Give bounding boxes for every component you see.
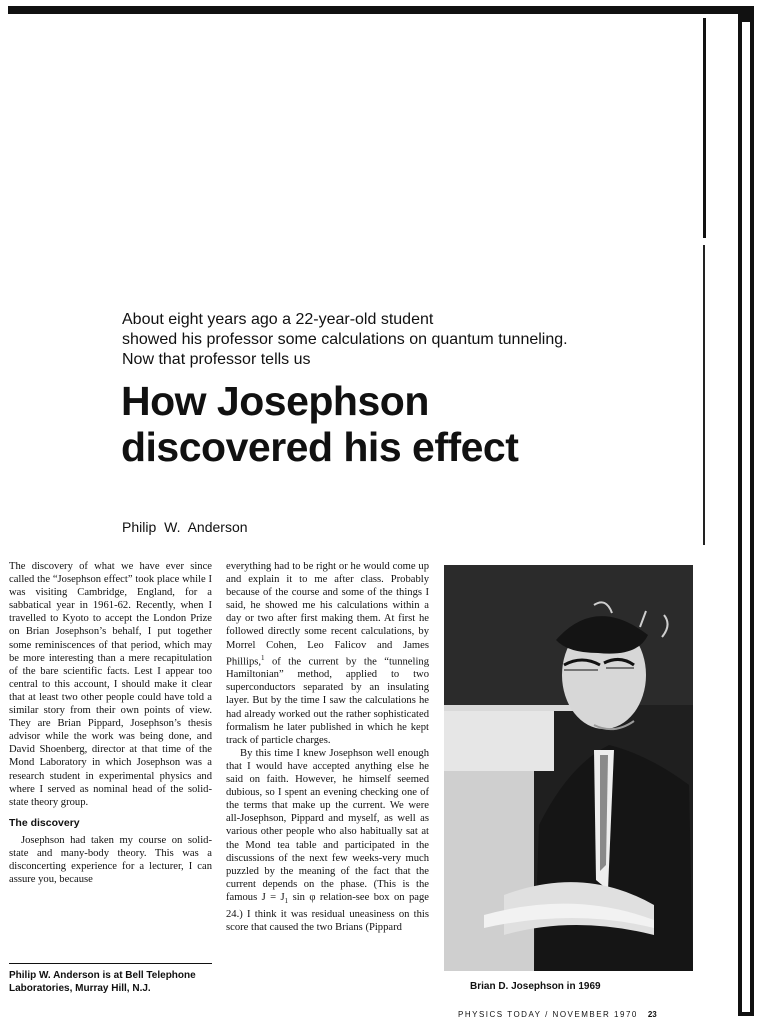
- right-border-gap: [742, 22, 750, 1012]
- body-column-1: [9, 560, 212, 886]
- article-title: [121, 378, 681, 470]
- column2-p1-text: everything had to be right or he would come up and explain it to me after class. Probably because of the course and some of the things I said, he showed me his calculations within a day or two after first making them. At first he followed directly some recent calculations, by Morrel Cohen, Leo Falicov and James Phillips,: [226, 561, 429, 668]
- column2-p2-text: By this time I knew Josephson well enough that I would have accepted anything else he said on faith. However, he himself seemed dubious, so I spent an evening checking one of the terms that make up the current. We were all-Josephson, Pippard and myself, as well as various other people who also habitually sat at the Mond tea table and participated in the discussions of the next few weeks-very much puzzled by the meaning of the fact that the current depends on the phase. (This is the famous J = J: [226, 747, 429, 903]
- footnote-ref-1[interactable]: 1: [261, 653, 265, 662]
- top-border-rule: [8, 6, 754, 14]
- column1-paragraph-2: Josephson had taken my course on solid-state and many-body theory. This was a disconcerting experience for a lecturer, I can assure you, because: [9, 834, 212, 886]
- section-heading-discovery: The discovery: [9, 816, 80, 829]
- photo-caption: Brian D. Josephson in 1969: [470, 981, 601, 992]
- column1-paragraph-1: The discovery of what we have ever since called the “Josephson effect” took place while I was visiting Cambridge, England, for a sabbatical year in 1961-62. Recently, when I travelled to Kyoto to accept the London Prize on Brian Josephson’s behalf, I put together some reminiscences of that period, which may be more interesting than a mere recapitulation of the bare scientific facts. Lest I appear too central to this account, I should make it clear that at least two other people could have told a similar story from their own points of view. They are Brian Pippard, Josephson’s thesis advisor while the work was being done, and David Shoenberg, director at that time of the Mond Laboratory in which Josephson was a research student in experimental physics and where I served as nominal head of the solid-state theory group.: [9, 561, 212, 808]
- deck-line-3: Now that professor tells us: [122, 351, 311, 368]
- footnote-divider: [9, 963, 212, 964]
- column2-p2-rest: sin φ relation-see box on page 24.) I think it was residual uneasiness on this score that caused the two Brians (Pippard: [226, 891, 429, 934]
- deck-line-2: showed his professor some calculations on quantum tunneling.: [122, 331, 568, 348]
- deck-line-1: About eight years ago a 22-year-old student: [122, 311, 434, 328]
- page-number: 23: [647, 1010, 657, 1019]
- author-byline: Philip W. Anderson: [122, 519, 248, 535]
- body-column-2: [226, 560, 429, 934]
- josephson-photo: [444, 565, 693, 971]
- inner-vertical-rule-lower: [703, 245, 705, 545]
- equation-subscript: 1: [284, 896, 289, 905]
- author-affiliation-note: Philip W. Anderson is at Bell Telephone Laboratories, Murray Hill, N.J.: [9, 970, 196, 994]
- title-line-1: How Josephson: [121, 378, 429, 424]
- publication-info: PHYSICS TODAY / NOVEMBER 1970: [458, 1010, 638, 1019]
- running-footer: [458, 1010, 657, 1019]
- column2-paragraph-2: [226, 747, 429, 934]
- column2-p1-rest: of the current by the “tunneling Hamiltonian” method, applied to two superconductors separated by an insulating layer. But by the time I saw the calculations he had already worked out the rather sophisticated formalism he later published in which he kept track of particle charges.: [226, 656, 429, 746]
- column2-paragraph-1: [226, 560, 429, 747]
- photo-illustration: [444, 565, 693, 971]
- title-line-2: discovered his effect: [121, 424, 519, 470]
- article-deck: [122, 310, 662, 370]
- inner-vertical-rule: [703, 18, 706, 238]
